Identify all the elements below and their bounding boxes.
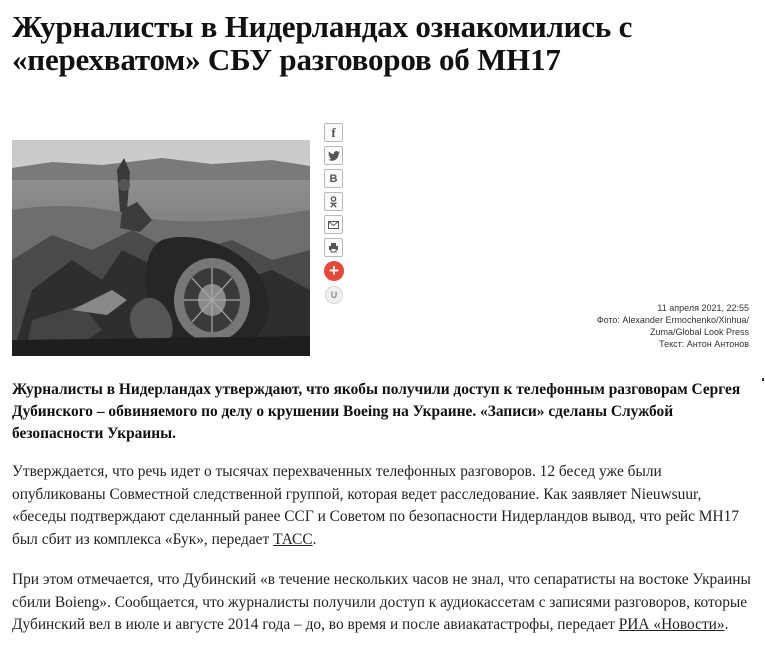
twitter-icon bbox=[328, 151, 340, 161]
facebook-icon: f bbox=[331, 124, 336, 140]
mail-icon bbox=[328, 221, 339, 229]
publish-date: 11 апреля 2021, 22:55 bbox=[657, 303, 749, 313]
paragraph-end: . bbox=[724, 616, 729, 633]
twitter-share-button[interactable] bbox=[324, 146, 343, 165]
facebook-share-button[interactable] bbox=[324, 123, 343, 142]
mail-share-button[interactable] bbox=[324, 215, 343, 234]
u-icon: U bbox=[330, 290, 338, 300]
source-link-ria[interactable]: РИА «Новости» bbox=[618, 616, 725, 633]
photo-credit-agency: Zuma/Global Look Press bbox=[649, 327, 749, 337]
odnoklassniki-share-button[interactable] bbox=[324, 192, 343, 211]
paragraph-text: Утверждается, что речь идет о тысячах перехваченных телефонных разговоров. 12 бесед уже были опубликованы Совместной следственной группой, которая ведет расследование. Как заявляет Nieuwsuur, «беседы подтверждают сделанный ранее ССГ и Советом по безопасности Нидерландов вывод, что рейс МН17 был сбит из комплекса «Бук», передает bbox=[12, 463, 739, 548]
source-link-tass[interactable]: ТАСС bbox=[273, 530, 313, 548]
more-share-button[interactable] bbox=[324, 261, 344, 281]
article-lead: Журналисты в Нидерландах утверждают, что якобы получили доступ к телефонным разговорам Сергея Дубинского – обвиняемого по делу о крушении Boeing на Украине. «Записи» сделаны Службой безопасности Украины. bbox=[12, 381, 741, 442]
article-photo bbox=[12, 140, 310, 356]
paragraph-end: . bbox=[312, 530, 317, 548]
plus-icon: + bbox=[329, 261, 339, 280]
share-bar bbox=[324, 123, 344, 308]
vk-share-button[interactable] bbox=[324, 169, 343, 188]
print-button[interactable] bbox=[324, 238, 343, 257]
article-title: Журналисты в Нидерландах ознакомились с «перехватом» СБУ разговоров об МН17 bbox=[12, 9, 633, 77]
article-paragraph bbox=[12, 569, 757, 637]
photo-credit: Фото: Alexander Ermochenko/Xinhua/ bbox=[596, 315, 749, 325]
text-credit: Текст: Антон Антонов bbox=[659, 339, 749, 349]
paragraph-text: При этом отмечается, что Дубинский «в течение нескольких часов не знал, что сепаратисты на востоке Украины сбили Boieng». Сообщается, что журналисты получили доступ к аудиокассетам с записями разговоров, которые Дубинский вел в июле и августе 2014 года – до, во время и после авиакатастрофы, передает bbox=[12, 571, 751, 633]
article-meta bbox=[489, 302, 749, 350]
odnoklassniki-icon bbox=[329, 196, 338, 208]
page-edge-mark bbox=[762, 378, 764, 381]
print-icon bbox=[328, 242, 339, 253]
vk-icon: В bbox=[329, 172, 338, 185]
article-paragraph bbox=[12, 461, 757, 551]
u-share-button[interactable] bbox=[325, 286, 343, 304]
